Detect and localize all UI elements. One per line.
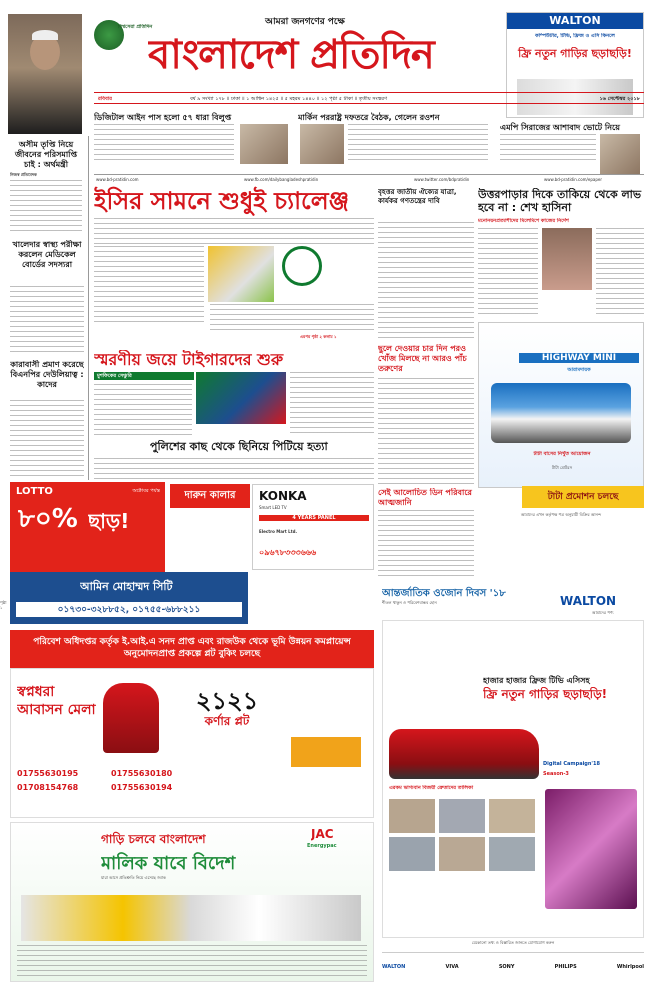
jac-logo: JAC	[311, 827, 334, 841]
jac-dealer: Energypac	[307, 843, 337, 849]
story-tigers-kicker: মুশফিকের সেঞ্চুরি	[94, 372, 194, 380]
walton-mid-logo[interactable]: WALTON	[560, 594, 617, 608]
bus-ad-badge: টাটা মোটরস	[552, 465, 572, 470]
jac-contacts	[17, 945, 367, 979]
bottom-logo-4: PHILIPS	[554, 963, 577, 970]
amin-city-ad[interactable]	[10, 572, 248, 624]
konka-ad[interactable]	[252, 484, 374, 570]
top-left-body	[10, 180, 82, 235]
lotto-word: ছাড়!	[88, 509, 130, 533]
bus-ad-title: HIGHWAY MINI	[519, 353, 639, 363]
story-dean-family-body	[378, 510, 474, 580]
bus-ad-caption: টাটা বাসের নিখুঁত আয়োজন	[533, 451, 591, 457]
portrait-hair	[32, 30, 58, 40]
web-link-site[interactable]: www.bd-pratidin.com	[96, 177, 139, 182]
bottom-logo-1: WALTON	[382, 963, 406, 970]
lotto-ad[interactable]	[10, 482, 165, 572]
winner-photo-2	[439, 799, 485, 833]
tata-bus-ad[interactable]	[478, 322, 644, 488]
web-link-epaper[interactable]: www.bd-pratidin.com/epaper	[544, 177, 602, 182]
ozone-sub: শীতল থাকুন ও পরিবেশবান্ধব হোন	[382, 600, 437, 605]
winner-photo-1	[389, 799, 435, 833]
jac-slogan-2: মালিক যাবে বিদেশ	[101, 853, 236, 874]
jac-sub: যারা আসে প্রতিশ্রুতি নিয়ে এসেছে জ্যাক	[101, 875, 166, 880]
konka-dealer: Electro Mart Ltd.	[259, 529, 298, 534]
konka-warranty: 4 YEARS PANEL	[259, 515, 369, 521]
jac-ad[interactable]	[10, 822, 374, 982]
jac-trucks	[21, 895, 361, 941]
web-link-facebook[interactable]: www.fb.com/dailybangladeshpratidin	[244, 177, 319, 182]
story-pm-body-right	[596, 228, 644, 318]
mela-phone-3: 01708154768	[17, 783, 79, 792]
amin-city-name: আমিন মোহাম্মদ সিটি	[80, 580, 173, 593]
pm-photo	[542, 228, 592, 290]
mela-phone-2: 01755630180	[111, 769, 173, 778]
bottom-logo-strip	[382, 952, 644, 980]
konka-logo: KONKA	[259, 489, 307, 503]
page-number: পৃষ্ঠা ১	[0, 600, 7, 611]
top-left-byline: নিজস্ব প্রতিবেদক	[10, 172, 37, 177]
issue-date: ১৬ সেপ্টেম্বর ২০১৮	[599, 96, 640, 102]
column-rule	[88, 136, 89, 480]
housing-banner[interactable]: পরিবেশ অধিদপ্তর কর্তৃক ই.আই.এ সনদ প্রাপ্ত এবং রাজউক থেকে ভূমি উন্নয়ন কমপ্লায়েন্স অনুমোদনপ্রাপ্ত প্রকল্পে প্লট বুকিং চলছে	[10, 630, 374, 668]
lead-body-right	[210, 304, 374, 332]
walton-mid-season: Season-3	[543, 771, 569, 777]
winner-photo-6	[489, 837, 535, 871]
walton-top-line1: কম্পিউটার, টিভি, ফ্রিজ ও এসি কিনলে	[535, 33, 615, 39]
story-us-meeting[interactable]: মার্কিন পররাষ্ট্র দফতরে বৈঠক, গেলেন রওশন	[298, 113, 440, 122]
bottom-logo-3: SONY	[498, 963, 515, 970]
winner-photo-4	[389, 837, 435, 871]
story-pm-body-left	[478, 228, 538, 318]
cricket-photo	[196, 372, 286, 424]
masthead-title: বাংলাদেশ প্রতিদিন	[148, 32, 434, 78]
web-links-bar	[94, 174, 644, 184]
masthead-info-bar	[94, 92, 644, 104]
mela-ad[interactable]	[10, 668, 374, 818]
top-left-headline[interactable]: অসীম তৃপ্তি নিয়ে জীবনের পরিসমাপ্তি চাই : অর্থমন্ত্রী	[14, 140, 78, 169]
walton-top-line2: ফ্রি নতুন গাড়ির ছড়াছড়ি!	[518, 47, 632, 60]
story-us-meeting-body	[348, 124, 488, 162]
story-digital-law-photo	[240, 124, 288, 164]
issue-info: বর্ষ ৯ সংখ্যা ১৭৮ ॥ ঢাকা ॥ ১ আশ্বিন ১৪২৫ ॥ ৫ মহরম ১৪৪০ ॥ ১২ পৃষ্ঠা ৫ টাকা ॥ তৃতীয় সংস্করণ	[190, 96, 388, 102]
amin-city-phone: ০১৭৩০-৩২৮৮৫২, ০১৭৫৫-৬৮৮২১১	[16, 602, 242, 617]
jac-slogan-1: গাড়ি চলবে বাংলাদেশ	[101, 832, 206, 846]
lotto-line: অক্টোবর পর্যন্ত	[132, 488, 160, 494]
story-youth-missing[interactable]: ছুলে দেওয়ার চার দিন পরও খোঁজ মিলছে না আরও পাঁচ তরুণের	[378, 344, 467, 373]
walton-mid-tag: আমাদের পণ্য	[592, 610, 614, 615]
mela-figure	[103, 683, 159, 753]
walton-mid-car-text: ফ্রি নতুন গাড়ির ছড়াছড়ি!	[483, 687, 608, 701]
story-khaleda-health[interactable]: খালেদার স্বাস্থ্য পরীক্ষা করলেন মেডিকেল বোর্ডের সদস্যরা	[12, 240, 82, 269]
walton-mid-car-image	[389, 729, 539, 779]
walton-mid-winners: এরকম ভাগ্যবান বিজয়ী ক্রেতাদের তালিকা	[389, 785, 474, 791]
story-pm-headline[interactable]: উত্তরপাড়ার দিকে তাকিয়ে থেকে লাভ হবে না : শেখ হাসিনা	[478, 188, 642, 214]
lead-headline[interactable]: ইসির সামনে শুধুই চ্যালেঞ্জ	[94, 187, 350, 215]
walton-mid-offer: হাজার হাজার ফ্রিজ টিভি এসিসহ	[483, 676, 590, 685]
story-tigers-body	[94, 384, 192, 436]
winner-photo-3	[489, 799, 535, 833]
bus-illustration	[491, 383, 631, 443]
walton-logo: WALTON	[507, 13, 643, 29]
winner-photo-5	[439, 837, 485, 871]
story-pm-sub: মনোনয়নপ্রত্যাশীদের মিলেমিশে কাজের নির্দেশ	[478, 218, 569, 224]
story-youth-missing-body	[378, 378, 474, 486]
walton-mid-ad[interactable]	[382, 620, 644, 938]
masthead-badge-label: বিশ্বসেরা প্রতিদিন	[118, 24, 153, 30]
web-link-twitter[interactable]: www.twitter.com/bdpratidin	[414, 177, 470, 182]
story-tigers-headline[interactable]: স্মরণীয় জয়ে টাইগারদের শুরু	[94, 350, 284, 369]
story-mp-siraj-photo	[600, 134, 640, 174]
story-mp-siraj-body	[500, 134, 596, 162]
lead-continued[interactable]: এরপর পৃষ্ঠা ২ কলাম ১	[300, 334, 337, 339]
mela-phone-1: 01755630195	[17, 769, 79, 778]
ozone-title[interactable]: আন্তর্জাতিক ওজোন দিবস '১৮	[382, 588, 506, 599]
bus-ad-sub: আরামদায়ক	[567, 367, 591, 373]
story-police-headline[interactable]: পুলিশের কাছ থেকে ছিনিয়ে পিটিয়ে হত্যা	[150, 440, 328, 453]
lead-body-top	[94, 218, 374, 244]
mela-title: স্বপ্নধরা আবাসন মেলা	[17, 684, 96, 718]
story-national-unity[interactable]: বৃহত্তর জাতীয় ঐক্যের যাত্রা, কার্যকর গণতন্ত্রের দাবি	[378, 188, 457, 205]
footer-bar: যেকোনো তথ্য ও বিস্তারিত জানতে যোগাযোগ করুন	[471, 940, 555, 945]
day-label: রবিবার	[98, 96, 112, 102]
tata-promo-banner[interactable]: টাটা প্রমোশন চলছে	[522, 486, 644, 508]
mela-sponsor	[291, 737, 361, 767]
mela-plot: কর্ণার প্লট	[204, 714, 250, 728]
story-tigers-body2	[290, 372, 374, 436]
finance-minister-photo	[8, 14, 82, 134]
story-national-unity-body	[378, 222, 474, 342]
lotto-offer: ৮০%	[18, 504, 78, 534]
ec-logo	[282, 246, 322, 286]
story-quader-body	[10, 400, 84, 480]
fridge-image	[545, 789, 637, 909]
darun-color-ad[interactable]: দারুন কালার	[170, 484, 250, 508]
mela-year: ২১২১	[195, 687, 259, 715]
tata-promo-sub: আমাদের এখন কর্তৃপক্ষ পত্র অনুযায়ী বিক্রির আনন্দ	[520, 512, 602, 517]
walton-mid-campaign: Digital Campaign'18	[543, 761, 600, 767]
bottom-logo-5: Whirlpool	[616, 963, 644, 970]
lead-body-left	[94, 246, 204, 322]
story-mp-siraj[interactable]: এমপি সিরাজের আশাবাদ ভোটে নিয়ে	[500, 123, 620, 132]
story-digital-law-body	[94, 124, 234, 162]
konka-hotline: ০৯৬৭৮৩৩৩৬৬৬	[259, 548, 317, 557]
masthead-tagline: আমরা জনগণের পক্ষে	[265, 17, 345, 27]
story-us-meeting-photo	[300, 124, 344, 164]
story-khaleda-body	[10, 286, 84, 356]
konka-line: Smart LED TV	[259, 505, 287, 510]
mela-phone-4: 01755630194	[111, 783, 173, 792]
story-digital-law[interactable]: ডিজিটাল আইন পাস হলো ৫৭ ধারা বিলুপ্ত	[94, 113, 232, 122]
story-police-body	[94, 458, 374, 482]
story-dean-family[interactable]: সেই আলোচিত ডিন পরিবারে আত্মজানি	[378, 488, 472, 507]
ballot-box-illustration	[208, 246, 274, 302]
bottom-logo-2: VIVA	[445, 963, 459, 970]
lotto-logo: LOTTO	[16, 486, 53, 497]
story-quader[interactable]: কারাবাসী প্রমাণ করেছে বিএনপির দেউলিয়াত্ব : কাদের	[10, 360, 84, 389]
